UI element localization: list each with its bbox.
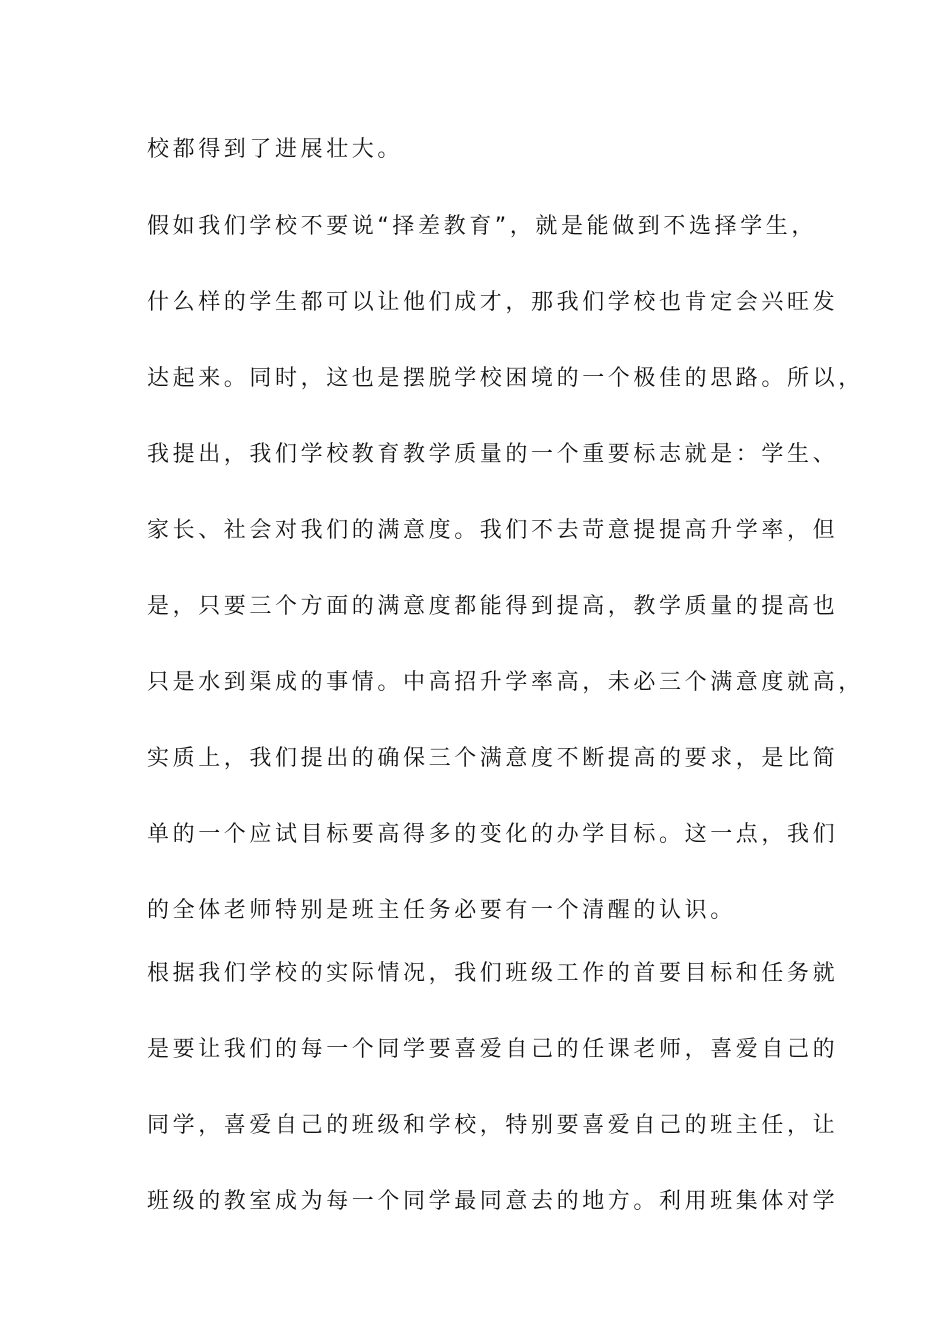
text-line: 根据我们学校的实际情况，我们班级工作的首要目标和任务就 <box>147 961 839 986</box>
text-line: 单的一个应试目标要高得多的变化的办学目标。这一点，我们 <box>147 822 839 847</box>
text-line: 同学，喜爱自己的班级和学校，特别要喜爱自己的班主任，让 <box>147 1113 839 1138</box>
text-line: 我提出，我们学校教育教学质量的一个重要标志就是：学生、 <box>147 442 839 467</box>
text-line: 家长、社会对我们的满意度。我们不去苛意提提高升学率，但 <box>147 518 839 543</box>
text-line: 校都得到了进展壮大。 <box>147 137 404 162</box>
text-line: 只是水到渠成的事情。中高招升学率高，未必三个满意度就高， <box>147 670 864 695</box>
text-line: 达起来。同时，这也是摆脱学校困境的一个极佳的思路。所以， <box>147 366 864 391</box>
text-line: 班级的教室成为每一个同学最同意去的地方。利用班集体对学 <box>147 1189 839 1214</box>
text-line: 是，只要三个方面的满意度都能得到提高，教学质量的提高也 <box>147 594 839 619</box>
text-line: 假如我们学校不要说“择差教育”，就是能做到不选择学生， <box>147 214 817 239</box>
text-line: 实质上，我们提出的确保三个满意度不断提高的要求，是比简 <box>147 746 839 771</box>
text-line: 是要让我们的每一个同学要喜爱自己的任课老师，喜爱自己的 <box>147 1037 839 1062</box>
text-line: 的全体老师特别是班主任务必要有一个清醒的认识。 <box>147 898 736 923</box>
text-line: 什么样的学生都可以让他们成才，那我们学校也肯定会兴旺发 <box>147 290 839 315</box>
